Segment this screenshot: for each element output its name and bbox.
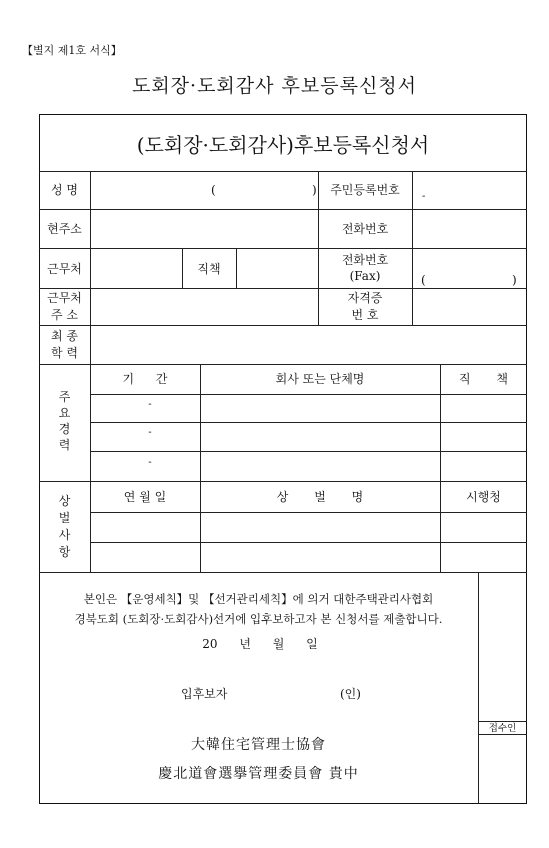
awards-label-char: 상	[58, 494, 71, 508]
name-paren-open: (	[211, 183, 216, 197]
column-divider	[440, 364, 441, 572]
awards-label-char: 벌	[58, 511, 71, 525]
row-divider	[39, 288, 527, 289]
declaration-date: 20 년 월 일	[202, 637, 318, 651]
fax-paren-close: )	[512, 273, 517, 287]
name-label: 성 명	[51, 183, 78, 197]
row-divider	[39, 171, 527, 172]
receipt-stamp-label: 접수인	[488, 723, 517, 734]
candidate-label: 입후보자	[181, 687, 228, 701]
career-label-char: 경	[58, 422, 71, 436]
career-header-organization: 회사 또는 단체명	[275, 372, 365, 386]
career-label-char: 력	[58, 438, 71, 452]
association-name: 大韓住宅管理士協會	[191, 737, 326, 753]
workplace-label: 근무처	[47, 262, 82, 276]
fax-label: (Fax)	[349, 269, 381, 283]
name-paren-close: )	[312, 183, 317, 197]
work-address-label-1: 근무처	[47, 291, 82, 305]
fax-paren-open: (	[421, 273, 426, 287]
awards-header-date: 연 월 일	[123, 490, 167, 504]
row-divider	[90, 422, 527, 423]
row-divider	[39, 572, 527, 573]
license-label-1: 자격증	[347, 291, 383, 305]
career-period-dash: -	[148, 399, 152, 410]
career-header-position: 직 책	[459, 372, 508, 386]
work-phone-label: 전화번호	[341, 253, 389, 267]
awards-header-name: 상 벌 명	[276, 490, 364, 504]
receipt-column-divider	[478, 572, 479, 804]
career-header-period: 기 간	[122, 372, 168, 386]
declaration-line-2: 경북도회 (도회장·도회감사)선거에 입후보하고자 본 신청서를 제출합니다.	[74, 612, 443, 626]
career-label-char: 주	[58, 390, 71, 404]
awards-label-char: 사	[58, 528, 71, 542]
form-title: (도회장·도회감사)후보등록신청서	[136, 133, 430, 157]
education-label-1: 최 종	[51, 329, 78, 343]
resident-no-dash: -	[422, 191, 426, 202]
row-divider	[90, 512, 527, 513]
awards-label-char: 항	[58, 545, 71, 559]
phone-label: 전화번호	[341, 222, 389, 236]
declaration-line-1: 본인은 【운영세칙】및 【선거관리세칙】에 의거 대한주택관리사협회	[83, 592, 434, 606]
position-label: 직책	[197, 262, 221, 276]
row-divider	[90, 394, 527, 395]
row-divider	[90, 451, 527, 452]
career-period-dash: -	[148, 427, 152, 438]
row-divider	[39, 481, 527, 482]
career-period-dash: -	[148, 457, 152, 468]
work-address-label-2: 주 소	[51, 308, 78, 322]
row-divider	[39, 209, 527, 210]
license-label-2: 번 호	[351, 308, 379, 322]
form-number-label: 【별지 제1호 서식】	[22, 44, 122, 57]
seal-mark: (인)	[340, 687, 361, 701]
page-title: 도회장·도회감사 후보등록신청서	[131, 75, 418, 97]
column-divider	[236, 248, 237, 288]
resident-no-label: 주민등록번호	[330, 183, 400, 197]
column-divider	[412, 171, 413, 325]
row-divider	[39, 364, 527, 365]
committee-name: 慶北道會選擧管理委員會 貴中	[158, 766, 359, 782]
education-label-2: 학 력	[51, 346, 78, 360]
row-divider	[90, 542, 527, 543]
address-label: 현주소	[47, 222, 82, 236]
row-divider	[39, 248, 527, 249]
career-label-char: 요	[58, 406, 71, 420]
awards-header-agency: 시행청	[466, 490, 501, 504]
row-divider	[39, 325, 527, 326]
